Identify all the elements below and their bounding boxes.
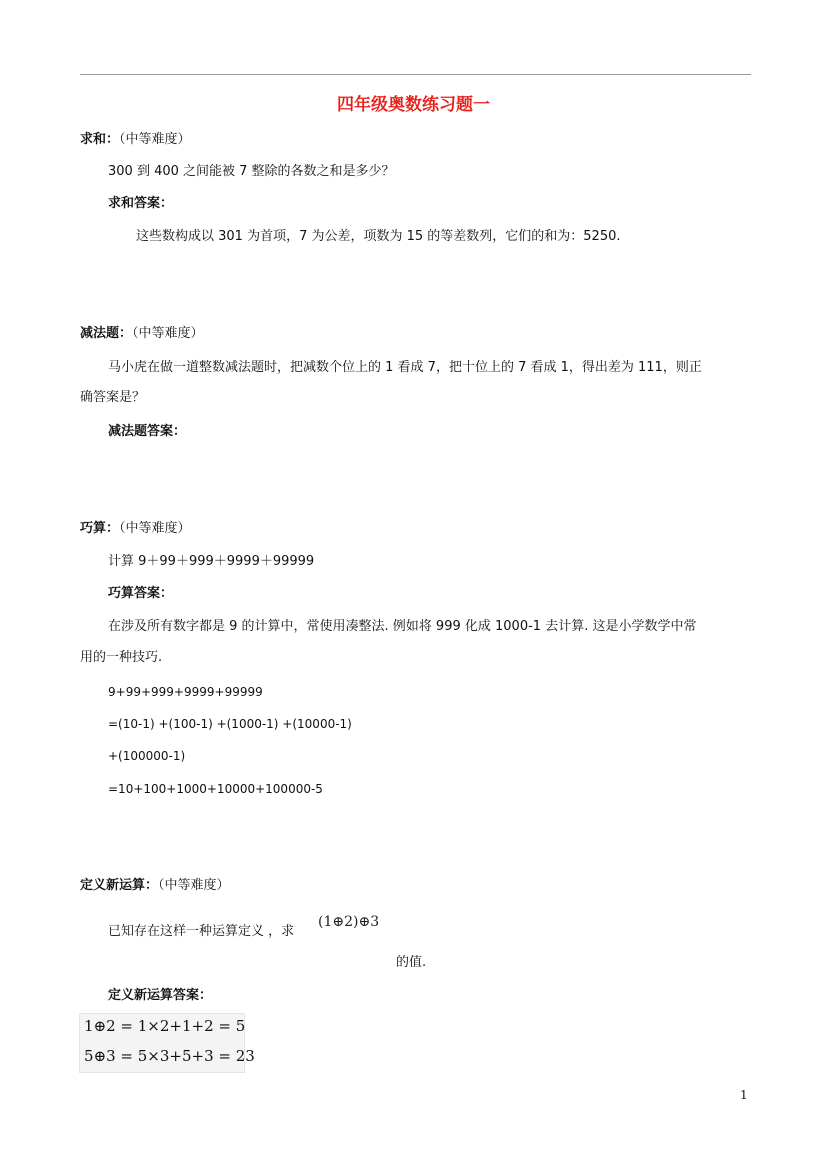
calc-step-4: =10+100+1000+10000+100000-5 [108,782,323,796]
section-sum-question: 300 到 400 之间能被 7 整除的各数之和是多少？ [108,164,395,179]
answer-formula-line-2: 5⊕3 = 5×3+5+3 = 23 [84,1047,255,1065]
answer-formula-line-1: 1⊕2 = 1×2+1+2 = 5 [84,1017,246,1035]
section-sum-answer-heading: 求和答案： [108,196,174,211]
section-clever-answer-heading: 巧算答案： [108,586,174,601]
header-rule [80,74,751,75]
answer-formula-image [79,1013,255,1073]
section-clever-heading: 巧算： [80,521,120,536]
section-clever-answer-line1: 在涉及所有数字都是 9 的计算中，常使用凑整法. 例如将 999 化成 1000-1 去计算. 这是小学数学中常 [108,619,697,634]
section-clever-heading-line [80,520,191,538]
section-subtraction-heading: 减法题： [80,326,133,341]
section-subtraction-difficulty: （中等难度） [132,326,204,341]
section-sum-difficulty: （中等难度） [119,132,191,147]
section-subtraction-heading-line [80,325,204,343]
section-new-operation-difficulty: （中等难度） [158,878,230,893]
section-sum-answer: 这些数构成以 301 为首项，7 为公差，项数为 15 的等差数列，它们的和为：5250. [136,229,621,244]
section-subtraction-answer-heading: 减法题答案： [108,424,187,439]
section-sum-heading: 求和： [80,132,120,147]
section-new-operation-question-prefix: 已知存在这样一种运算定义 ，求 [108,924,295,939]
section-clever-question: 计算 9＋99＋999＋9999＋99999 [108,554,315,569]
calc-step-2: =(10-1) +(100-1) +(1000-1) +(10000-1) [108,717,352,731]
calc-step-3: +(100000-1) [108,749,186,763]
section-clever-answer-line2: 用的一种技巧. [80,650,163,665]
section-new-operation-heading: 定义新运算： [80,878,159,893]
calc-step-1: 9+99+999+9999+99999 [108,685,263,699]
section-new-operation-heading-line [80,877,230,895]
section-new-operation-answer-heading: 定义新运算答案： [108,988,213,1003]
section-new-operation-question-suffix: 的值. [396,955,427,970]
section-clever-difficulty: （中等难度） [119,521,191,536]
section-sum-heading-line [80,131,191,149]
section-subtraction-question-line1: 马小虎在做一道整数减法题时，把减数个位上的 1 看成 7，把十位上的 7 看成 1，得出差为 111，则正 [108,360,702,375]
page-title: 四年级奥数练习题一 [337,95,490,115]
page-number: 1 [740,1088,748,1102]
section-subtraction-question-line2: 确答案是？ [80,390,146,405]
section-new-operation-question-formula: (1⊕2)⊕3 [318,914,380,930]
